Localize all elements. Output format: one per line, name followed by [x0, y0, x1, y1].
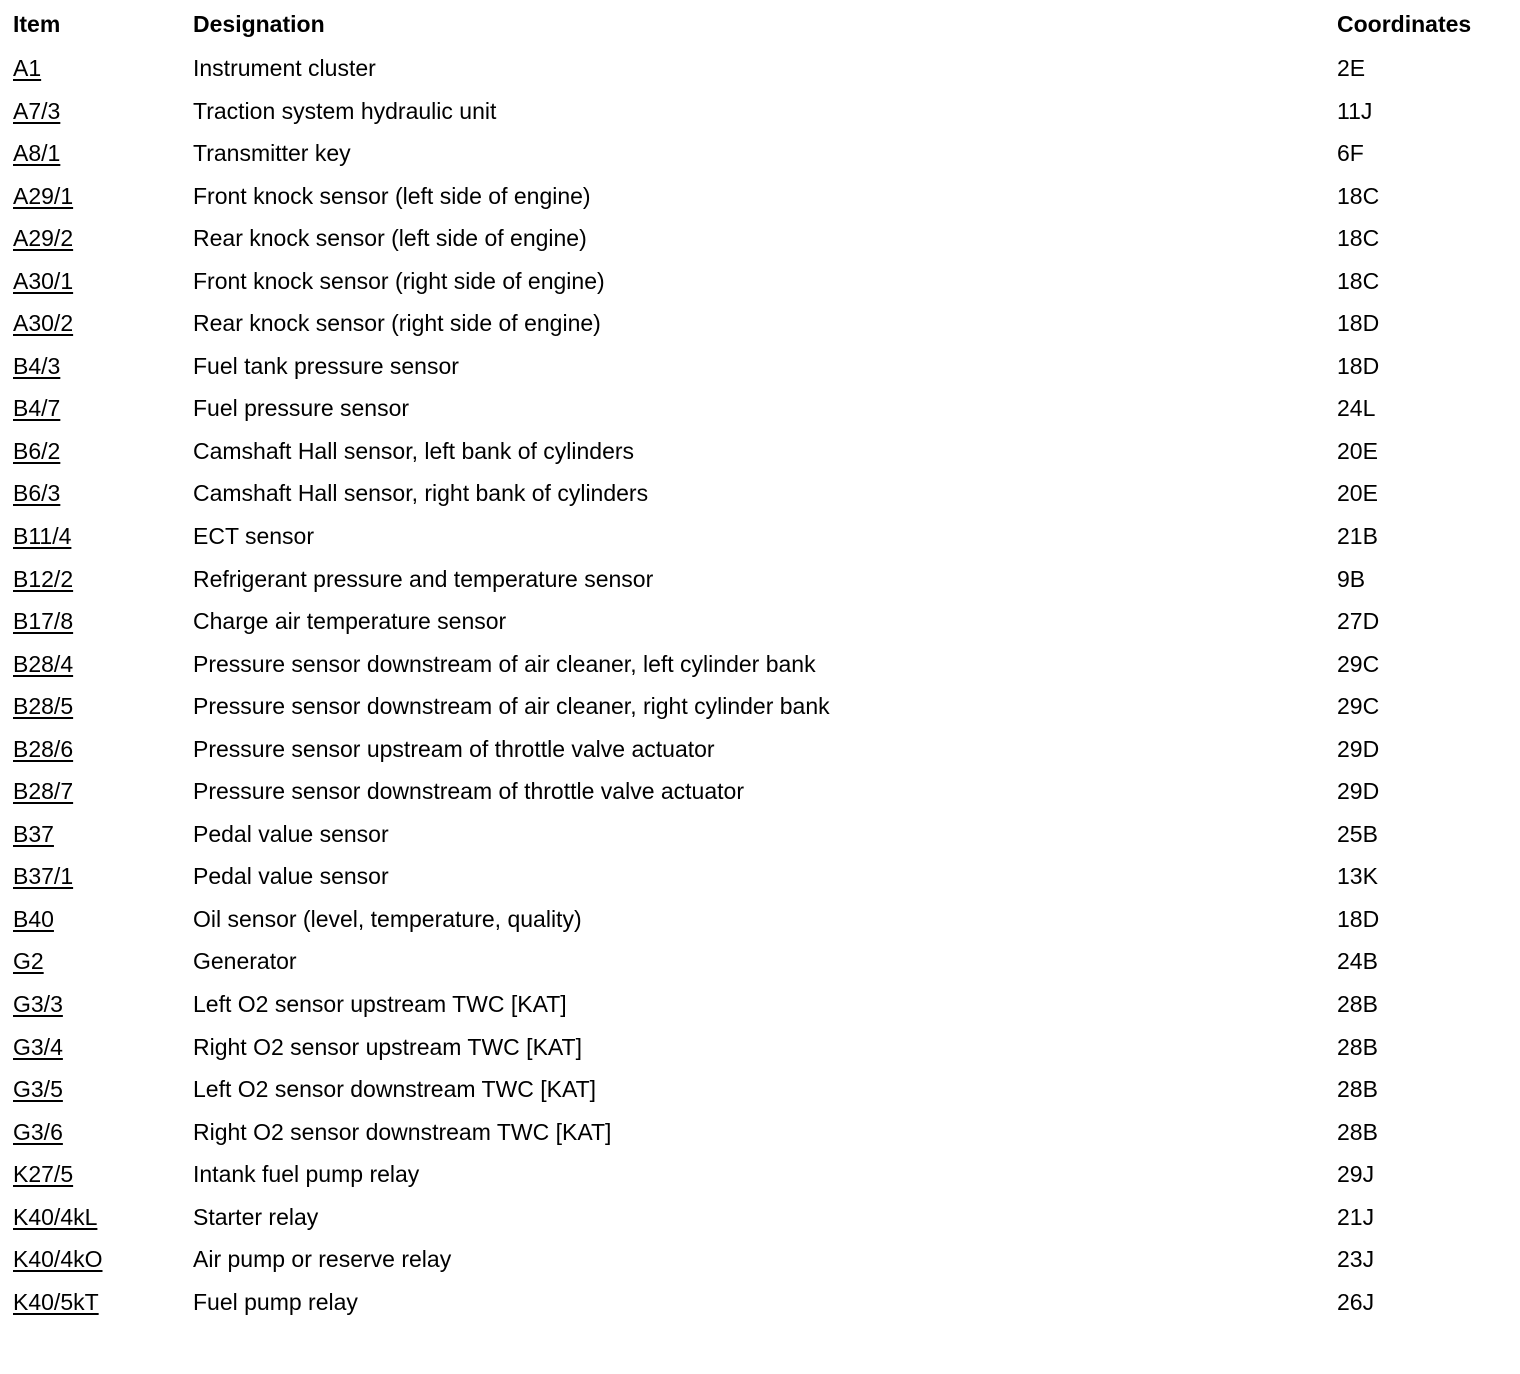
item-link[interactable]: B37/1: [13, 863, 74, 890]
table-row: [13, 980, 1513, 1023]
item-link[interactable]: K27/5: [13, 1161, 74, 1188]
designation-cell: Generator: [193, 948, 297, 975]
item-link[interactable]: G3/5: [13, 1076, 63, 1103]
coordinates-cell: 21B: [1337, 523, 1378, 550]
coordinates-cell: 29C: [1337, 693, 1380, 720]
table-row: [13, 555, 1513, 598]
coordinates-cell: 25B: [1337, 820, 1378, 847]
table-row: [13, 257, 1513, 300]
item-link[interactable]: B11/4: [13, 523, 72, 550]
table-row: [13, 172, 1513, 215]
coordinates-cell: 18C: [1337, 225, 1380, 252]
designation-cell: Left O2 sensor upstream TWC [KAT]: [193, 991, 567, 1018]
designation-cell: Instrument cluster: [193, 55, 376, 81]
coordinates-cell: 20E: [1337, 437, 1378, 464]
designation-cell: Traction system hydraulic unit: [193, 97, 497, 124]
table-row: [13, 767, 1513, 810]
item-link[interactable]: A30/2: [13, 310, 74, 337]
designation-cell: Camshaft Hall sensor, left bank of cylinders: [193, 437, 635, 464]
table-row: [13, 1235, 1513, 1278]
designation-cell: Camshaft Hall sensor, right bank of cylinders: [193, 480, 649, 507]
designation-cell: Pressure sensor upstream of throttle valve actuator: [193, 735, 715, 762]
table-row: [13, 640, 1513, 683]
coordinates-cell: 2E: [1337, 55, 1366, 81]
designation-cell: Front knock sensor (left side of engine): [193, 182, 591, 209]
designation-cell: Starter relay: [193, 1203, 319, 1230]
item-link[interactable]: B28/5: [13, 693, 74, 720]
designation-cell: Pressure sensor downstream of air cleaner, left cylinder bank: [193, 650, 816, 677]
designation-cell: Oil sensor (level, temperature, quality): [193, 905, 582, 932]
coordinates-cell: 11J: [1337, 97, 1373, 124]
item-link[interactable]: G2: [13, 948, 44, 975]
coordinates-cell: 18C: [1337, 267, 1380, 294]
coordinates-cell: 28B: [1337, 991, 1378, 1018]
designation-cell: Intank fuel pump relay: [193, 1161, 420, 1188]
table-row: [13, 810, 1513, 853]
table-row: [13, 852, 1513, 895]
item-link[interactable]: K40/5kT: [13, 1288, 99, 1315]
item-link[interactable]: G3/3: [13, 991, 63, 1018]
coordinates-cell: 20E: [1337, 480, 1378, 507]
designation-cell: Pedal value sensor: [193, 863, 389, 890]
table-row: [13, 44, 1513, 87]
header-designation: Designation: [193, 11, 325, 37]
table-row: [13, 512, 1513, 555]
designation-cell: Fuel pressure sensor: [193, 395, 410, 422]
coordinates-cell: 18D: [1337, 905, 1380, 932]
table-row: [13, 1278, 1513, 1321]
table-row: [13, 682, 1513, 725]
designation-cell: Pressure sensor downstream of air cleaner, right cylinder bank: [193, 693, 830, 720]
table-row: [13, 1065, 1513, 1108]
item-link[interactable]: B28/4: [13, 650, 74, 677]
table-row: [13, 469, 1513, 512]
item-link[interactable]: K40/4kL: [13, 1203, 98, 1230]
item-link[interactable]: B40: [13, 905, 54, 932]
table-row: [13, 1193, 1513, 1236]
item-link[interactable]: A8/1: [13, 140, 61, 167]
table-row: [13, 384, 1513, 427]
table-row: [13, 299, 1513, 342]
coordinates-cell: 23J: [1337, 1246, 1375, 1273]
designation-cell: Right O2 sensor upstream TWC [KAT]: [193, 1033, 582, 1060]
designation-cell: Charge air temperature sensor: [193, 608, 507, 635]
coordinates-cell: 18D: [1337, 310, 1380, 337]
designation-cell: Pressure sensor downstream of throttle valve actuator: [193, 778, 744, 805]
designation-cell: Fuel tank pressure sensor: [193, 352, 459, 379]
coordinates-cell: 28B: [1337, 1076, 1378, 1103]
designation-cell: Left O2 sensor downstream TWC [KAT]: [193, 1076, 597, 1103]
table-row: [13, 1150, 1513, 1193]
table-row: [13, 597, 1513, 640]
coordinates-cell: 26J: [1337, 1288, 1375, 1315]
component-legend-table: [13, 0, 1513, 1320]
item-link[interactable]: B6/3: [13, 480, 61, 507]
coordinates-cell: 29J: [1337, 1161, 1375, 1188]
designation-cell: Right O2 sensor downstream TWC [KAT]: [193, 1118, 612, 1145]
item-link[interactable]: B28/6: [13, 735, 74, 762]
item-link[interactable]: A30/1: [13, 267, 74, 294]
table-row: [13, 87, 1513, 130]
coordinates-cell: 21J: [1337, 1203, 1375, 1230]
coordinates-cell: 28B: [1337, 1033, 1378, 1060]
table-row: [13, 725, 1513, 768]
designation-cell: Fuel pump relay: [193, 1288, 358, 1315]
coordinates-cell: 18C: [1337, 182, 1380, 209]
table-body: [13, 44, 1513, 1320]
table-row: [13, 129, 1513, 172]
table-row: [13, 1108, 1513, 1151]
coordinates-cell: 9B: [1337, 565, 1366, 592]
designation-cell: ECT sensor: [193, 523, 315, 550]
coordinates-cell: 24B: [1337, 948, 1378, 975]
item-link[interactable]: B28/7: [13, 778, 74, 805]
table-row: [13, 427, 1513, 470]
designation-cell: Pedal value sensor: [193, 820, 389, 847]
item-link[interactable]: B4/3: [13, 352, 61, 379]
coordinates-cell: 24L: [1337, 395, 1376, 422]
item-link[interactable]: A7/3: [13, 97, 61, 124]
item-link[interactable]: K40/4kO: [13, 1246, 103, 1273]
header-item: Item: [13, 11, 61, 37]
item-link[interactable]: A29/2: [13, 225, 74, 252]
item-link[interactable]: B6/2: [13, 437, 61, 464]
item-link[interactable]: G3/4: [13, 1033, 63, 1060]
coordinates-cell: 29D: [1337, 735, 1380, 762]
item-link[interactable]: B12/2: [13, 565, 74, 592]
coordinates-cell: 29C: [1337, 650, 1380, 677]
table-row: [13, 937, 1513, 980]
table-row: [13, 214, 1513, 257]
coordinates-cell: 29D: [1337, 778, 1380, 805]
item-link[interactable]: G3/6: [13, 1118, 63, 1145]
coordinates-cell: 28B: [1337, 1118, 1378, 1145]
item-link[interactable]: B4/7: [13, 395, 61, 422]
header-coordinates: Coordinates: [1337, 11, 1472, 37]
designation-cell: Air pump or reserve relay: [193, 1246, 452, 1273]
coordinates-cell: 27D: [1337, 608, 1380, 635]
coordinates-cell: 18D: [1337, 352, 1380, 379]
table-header-row: [13, 0, 1513, 44]
table-row: [13, 1023, 1513, 1066]
designation-cell: Rear knock sensor (left side of engine): [193, 225, 587, 252]
designation-cell: Front knock sensor (right side of engine): [193, 267, 605, 294]
table-row: [13, 342, 1513, 385]
item-link[interactable]: B17/8: [13, 608, 74, 635]
designation-cell: Transmitter key: [193, 140, 351, 167]
designation-cell: Rear knock sensor (right side of engine): [193, 310, 601, 337]
item-link[interactable]: A29/1: [13, 182, 74, 209]
table-row: [13, 895, 1513, 938]
item-link[interactable]: B37: [13, 820, 54, 847]
coordinates-cell: 13K: [1337, 863, 1378, 890]
designation-cell: Refrigerant pressure and temperature sensor: [193, 565, 654, 592]
coordinates-cell: 6F: [1337, 140, 1364, 167]
item-link[interactable]: A1: [13, 55, 42, 81]
